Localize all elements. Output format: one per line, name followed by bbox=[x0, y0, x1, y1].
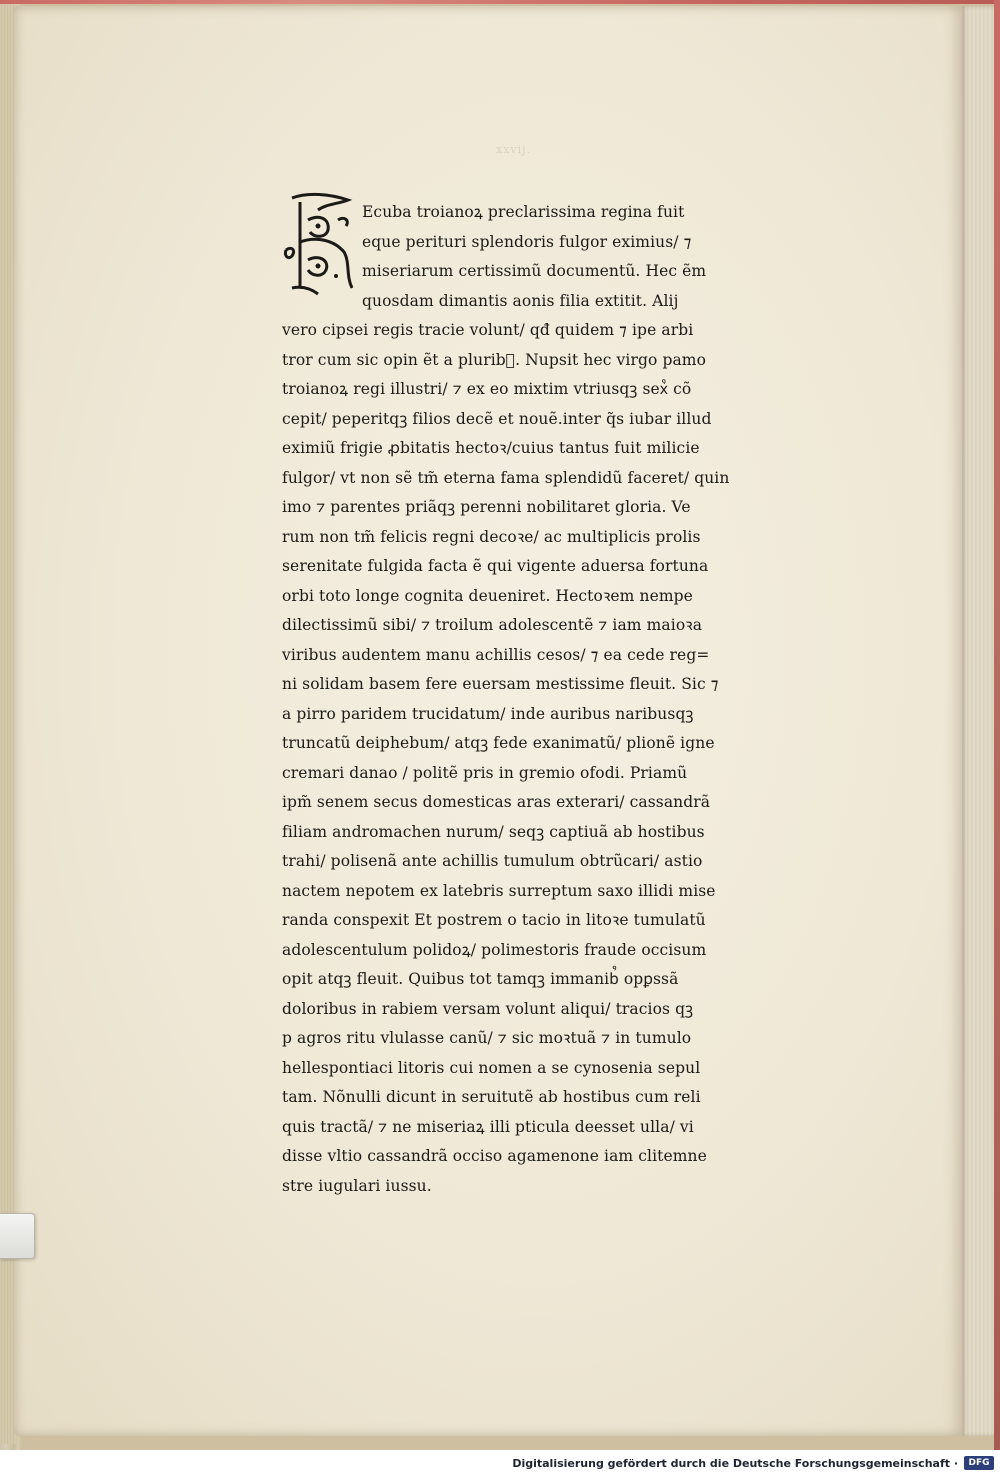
text-line: opit atqꝫ fleuit. Quibus tot tamqꝫ immanib᷒ opꝑssã bbox=[282, 970, 679, 988]
text-line: eximiũ frigie ꝓbitatis hectoꝛ/cuius tantus fuit milicie bbox=[282, 439, 700, 457]
text-line: ni solidam basem fere euersam mestissime fleuit. Sic ⁊ bbox=[282, 675, 719, 693]
text-line: filiam andromachen nurum/ seqꝫ captiuã ab hostibus bbox=[282, 822, 705, 841]
page-stack-right bbox=[962, 6, 994, 1436]
text-line: vero cipsei regis tracie volunt/ qđ quidem ⁊ ipe arbi bbox=[282, 321, 694, 339]
text-line: fulgor/ vt non sẽ tm̃ eterna fama splendidũ faceret/ quin bbox=[282, 468, 730, 487]
book-right-edge bbox=[994, 0, 1000, 1450]
book-top-edge bbox=[0, 0, 1000, 4]
dfg-logo: DFG bbox=[964, 1456, 994, 1470]
text-line: truncatũ deiphebum/ atqꝫ fede exanimatũ/ plionẽ igne bbox=[282, 734, 715, 752]
text-line: rum non tm̃ felicis regni decoꝛe/ ac multiplicis prolis bbox=[282, 527, 701, 546]
text-line: trahi/ polisenã ante achillis tumulum obtrũcari/ astio bbox=[282, 852, 703, 870]
text-line: ipm̃ senem secus domesticas aras exterari/ cassandrã bbox=[282, 793, 711, 811]
text-line: Ecuba troianoꝝ preclarissima regina fuit bbox=[362, 203, 685, 221]
text-line: a pirro paridem trucidatum/ inde auribus naribusqꝫ bbox=[282, 704, 694, 723]
text-line: viribus audentem manu achillis cesos/ ⁊ ea cede reg= bbox=[282, 645, 710, 664]
text-line: cepit/ peperitqꝫ filios decẽ et nouẽ.inter q̃s iubar illud bbox=[282, 409, 712, 428]
text-line: quis tractã/ ⁊ ne miseriaꝝ illi pticula deesset ulla/ vi bbox=[282, 1117, 694, 1136]
text-line: imo ⁊ parentes priãqꝫ perenni nobilitaret gloria. Ve bbox=[282, 498, 691, 516]
text-line: disse vltio cassandrã occiso agamenone iam clitemne bbox=[282, 1147, 707, 1165]
text-line: adolescentulum polidoꝝ/ polimestoris fraude occisum bbox=[282, 940, 707, 959]
footer-credit: Digitalisierung gefördert durch die Deutsche Forschungsgemeinschaft · bbox=[512, 1457, 958, 1470]
text-line: orbi toto longe cognita deueniret. Hectoꝛem nempe bbox=[282, 586, 693, 605]
footer-bar bbox=[0, 1450, 1000, 1477]
text-line: p agros ritu vlulasse canũ/ ⁊ sic moꝛtuã ⁊ in tumulo bbox=[282, 1029, 692, 1047]
text-line: doloribus in rabiem versam volunt aliqui/ tracios qꝫ bbox=[282, 999, 694, 1018]
text-line: tror cum sic opin ẽt a plurib᷒. Nupsit hec virgo pamo bbox=[282, 350, 707, 369]
text-line: eque perituri splendoris fulgor eximius/ ⁊ bbox=[362, 232, 692, 251]
text-line: serenitate fulgida facta ẽ qui vigente aduersa fortuna bbox=[282, 557, 709, 575]
text-line: nactem nepotem ex latebris surreptum saxo illidi mise bbox=[282, 881, 716, 900]
text-line: tam. Nõnulli dicunt in seruitutẽ ab hostibus cum reli bbox=[282, 1088, 701, 1106]
text-line: stre iugulari iussu. bbox=[282, 1176, 432, 1195]
clip-tab bbox=[0, 1213, 35, 1259]
text-line: quosdam dimantis aonis filia extitit. Alij bbox=[362, 291, 679, 310]
text-line: dilectissimũ sibi/ ⁊ troilum adolescentẽ ⁊ iam maioꝛa bbox=[282, 616, 703, 634]
text-line: cremari danao / politẽ pris in gremio ofodi. Priamũ bbox=[282, 763, 688, 782]
text-line: miseriarum certissimũ documentũ. Hec ẽm bbox=[362, 262, 707, 280]
text-column bbox=[282, 198, 802, 1201]
text-line: randa conspexit Et postrem o tacio in litoꝛe tumulatũ bbox=[282, 911, 706, 929]
text-line: troianoꝝ regi illustri/ ⁊ ex eo mixtim vtriusqꝫ sex᷒ cõ bbox=[282, 380, 692, 398]
text-line: hellespontiaci litoris cui nomen a se cynosenia sepul bbox=[282, 1058, 701, 1077]
folio-number: xxvij. bbox=[496, 143, 532, 156]
